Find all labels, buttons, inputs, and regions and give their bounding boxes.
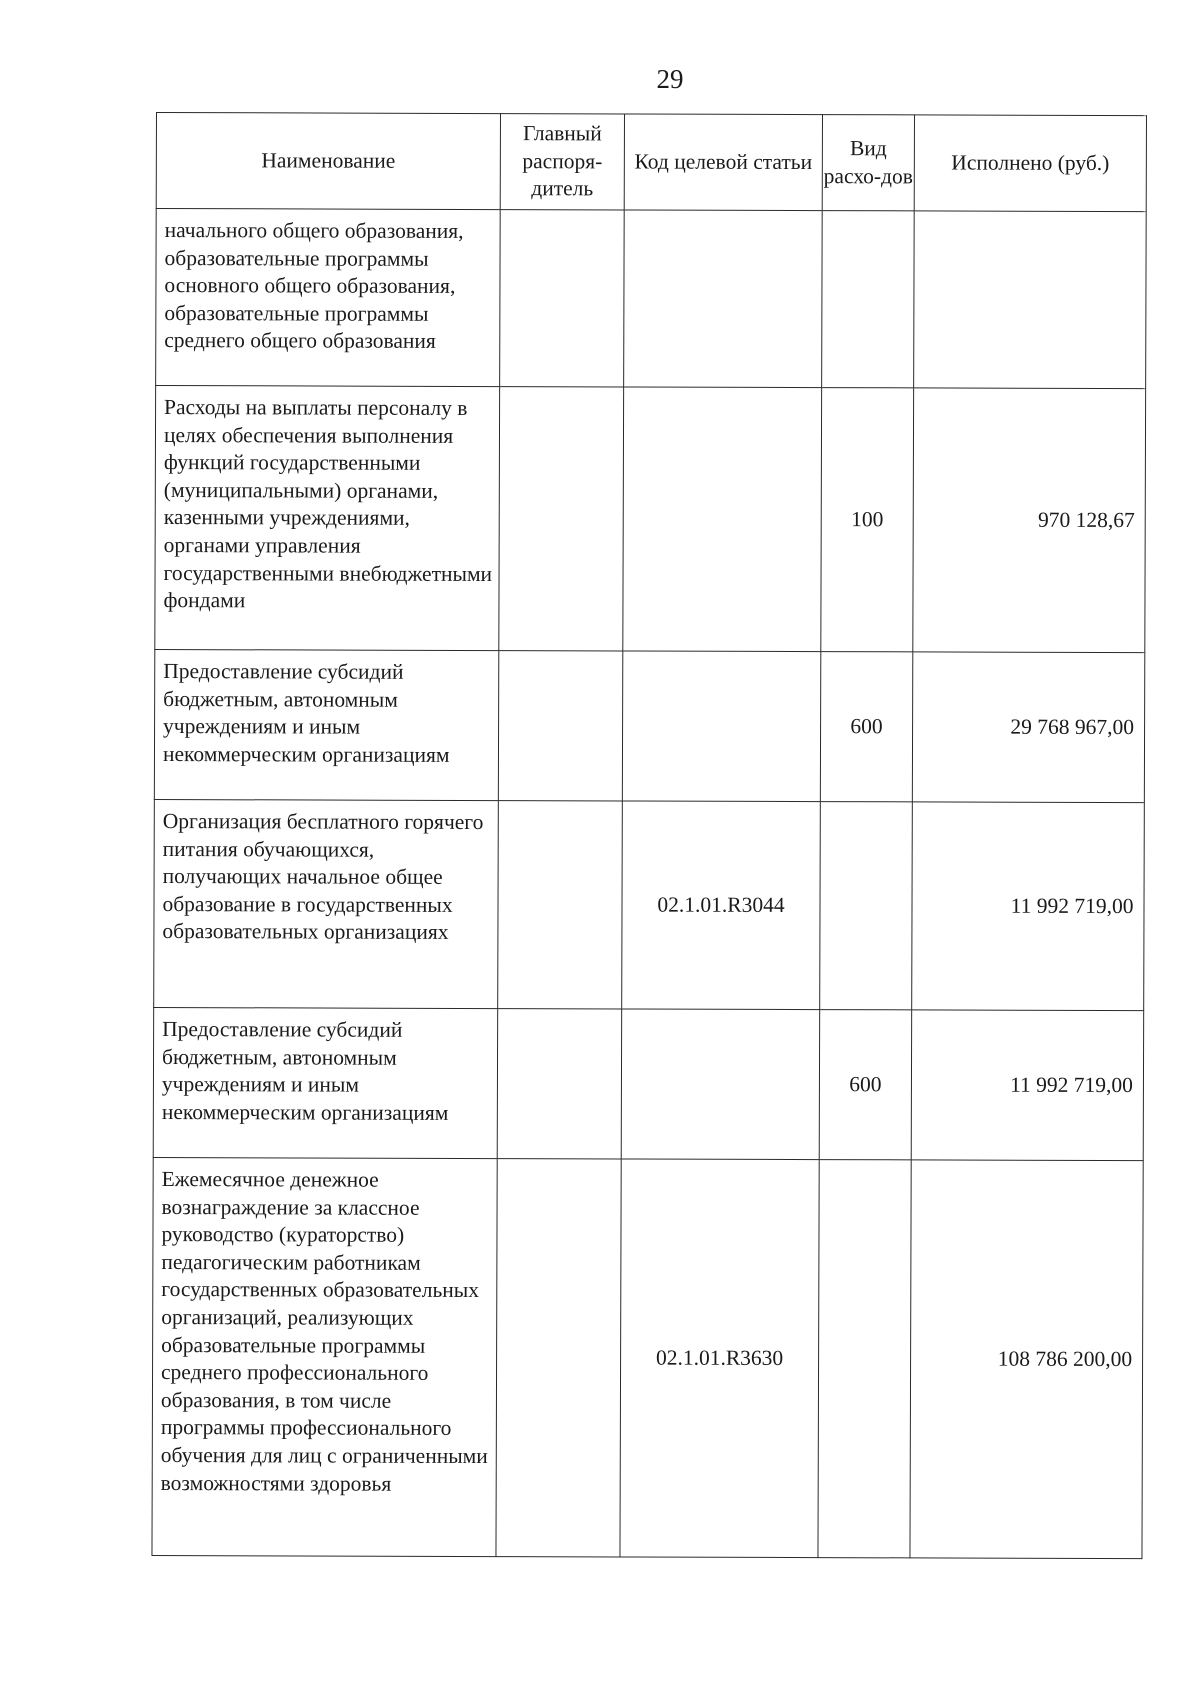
table-row bbox=[156, 209, 1147, 389]
row-executed: 29 768 967,00 bbox=[912, 652, 1144, 803]
row-target-code: 02.1.01.R3630 bbox=[620, 1159, 819, 1558]
table-row bbox=[154, 649, 1144, 802]
row-expense-type bbox=[820, 802, 913, 1010]
row-chief-manager bbox=[500, 210, 625, 387]
header-chief-manager: Главный распоря-дитель bbox=[500, 114, 624, 210]
table-row bbox=[153, 1007, 1143, 1160]
row-chief-manager bbox=[498, 801, 623, 1009]
row-target-code bbox=[624, 210, 823, 388]
row-executed bbox=[914, 211, 1147, 389]
row-expense-type: 600 bbox=[820, 652, 912, 802]
row-chief-manager bbox=[497, 1009, 621, 1159]
header-name: Наименование bbox=[156, 113, 500, 210]
row-executed: 970 128,67 bbox=[913, 388, 1146, 653]
row-expense-type: 100 bbox=[821, 388, 914, 652]
row-name: Предоставление субсидий бюджетным, автономным учреждениям и иным некоммерческим организациям bbox=[153, 1007, 497, 1158]
page-number: 29 bbox=[656, 64, 684, 94]
table-row bbox=[152, 1157, 1143, 1558]
row-name: Предоставление субсидий бюджетным, автономным учреждениям и иным некоммерческим организациям bbox=[154, 649, 498, 800]
row-executed: 11 992 719,00 bbox=[911, 1010, 1143, 1161]
header-expense-type: Вид расхо-дов bbox=[822, 115, 914, 211]
row-name: Расходы на выплаты персоналу в целях обеспечения выполнения функций государственными (муниципальными) органами, казенными учреждениями, органами управления государственными внебюджетными фондами bbox=[155, 386, 500, 651]
row-target-code: 02.1.01.R3044 bbox=[622, 801, 821, 1010]
row-name: начального общего образования, образовательные программы основного общего образования, образовательные программы среднего общего образования bbox=[156, 209, 501, 387]
row-expense-type: 600 bbox=[819, 1010, 911, 1160]
row-target-code bbox=[621, 1009, 819, 1160]
row-chief-manager bbox=[496, 1159, 621, 1557]
row-chief-manager bbox=[499, 387, 624, 651]
row-expense-type bbox=[822, 211, 915, 388]
budget-table bbox=[151, 112, 1147, 1559]
row-target-code bbox=[622, 651, 820, 802]
row-target-code bbox=[623, 387, 822, 652]
row-executed: 11 992 719,00 bbox=[912, 802, 1145, 1011]
table-header-row bbox=[156, 113, 1146, 212]
row-executed: 108 786 200,00 bbox=[910, 1160, 1143, 1559]
row-chief-manager bbox=[498, 651, 622, 801]
table-row bbox=[155, 386, 1146, 653]
header-target-code: Код целевой статьи bbox=[624, 114, 822, 211]
row-expense-type bbox=[818, 1160, 911, 1558]
row-name: Организация бесплатного горячего питания обучающихся, получающих начальное общее образование в государственных образовательных организациях bbox=[154, 799, 499, 1008]
table-row bbox=[154, 799, 1145, 1010]
row-name: Ежемесячное денежное вознаграждение за классное руководство (кураторство) педагогическим работникам государственных образовательных организаций, реализующих образовательные программы среднего профессионального образования, в том числе программы профессионального обучения для лиц с ограниченными возможностями здоровья bbox=[152, 1157, 497, 1556]
header-executed: Исполнено (руб.) bbox=[914, 115, 1146, 212]
